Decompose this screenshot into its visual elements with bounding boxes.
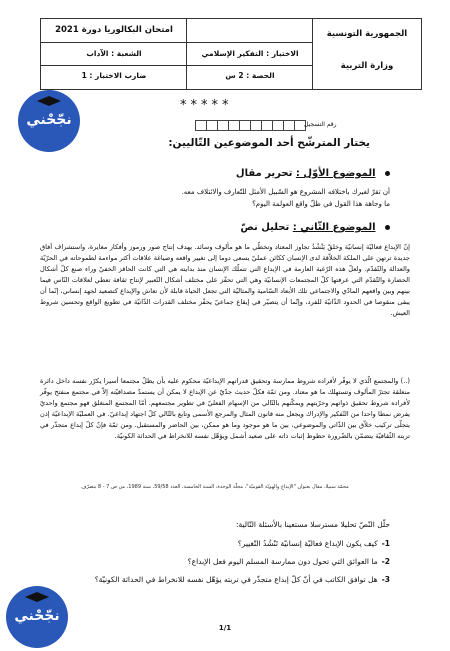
question-1 <box>238 539 390 548</box>
questions-intro: حلّل النّصّ تحليلا مسترسلا مستعينا بالأسئلة التّالية: <box>235 520 390 529</box>
exam-header-table <box>40 18 422 90</box>
watermark-logo-top <box>18 90 80 152</box>
bullet-icon <box>385 225 390 230</box>
subject-label: الاختبار : التفكير الإسلامي <box>201 49 299 58</box>
question-number: 1- <box>381 539 390 548</box>
header-col-authority <box>312 19 421 89</box>
page-number: 1/1 <box>218 624 232 632</box>
branch-label: الشعبة : الآداب <box>86 49 142 58</box>
question-text: هل توافق الكاتب في أنّ كلّ إبداع متجذّر في تربته يؤهّل نفسه للانخراط في الحداثة الكونيّة؟ <box>94 575 378 584</box>
header-col-exam <box>41 19 187 89</box>
graduation-cap-icon <box>25 592 49 602</box>
text-paragraph-2: (..) والمجتمع الّذي لا يوفّر لأفراده شروط ممارسة وتحقيق قدراتهم الإبداعيّة محكوم عليه بأن يظلّ مجتمعا أسيرا يكرّر نفسه داخل دائرة منغلقة تجترّ المألوف وتستهلك ما هو معتاد. ومن ثمّة فكلّ حديث جدّيّ عن الإبداع لا يمكن أن يستمدّ مصداقيّته إلاّ في مجتمع منفتح يوفّر لأفراده شروط تحقيق ذواتهم وحرّيتهم ويمكّنهم بالتّالي من الإسهام الفعليّ في تطوير مجتمعهم. أمّا المجتمع المنغلق فهو مجتمع واحديّ يفرض نمطا واحدا من التّفكير والإدراك ويجعل منه قانون المثال والمرجع الأسمى وتابع بالتّالي كلّ اجتهاد إبداعيّ. في العمليّة الإبداعيّة إذن يتجلّى تركيب خلاّق بين الذّاتي والموضوعي، بين ما هو موجود وما هو ممكن، بين الحاضر والمستقبل. ومن ثمّة فإنّ كلّ إبداع متجذّر في تربته الثّقافيّة يتضمّن بالضّرورة حظوظ إثبات ذاته على صعيد أشمل ويؤهّل نفسه للانخراط في الحداثة الكونيّة. <box>40 377 410 440</box>
question-2 <box>188 557 390 566</box>
republic-label: الجمهورية التونسية <box>326 29 408 39</box>
watermark-text: نجّحْني <box>14 608 60 624</box>
subject1-line2: ما وجاهة هذا القول في ظلّ واقع العولمة اليوم؟ <box>252 200 390 208</box>
question-text: كيف يكون الإبداع فعاليّة إنسانيّة تَنْشُدُ التّغيير؟ <box>237 539 378 548</box>
registration-label: رقم التسجيل <box>304 121 337 128</box>
subject1-heading <box>236 168 390 179</box>
text-source: محمّد سبيلا، مقال بعنوان "الإبداع والهويّة القوميّة"، مجلّة الوحدة، السنة الخامسة، العدد 59/58، سنة 1989، من ص 7 - 8 بتصرّف <box>81 484 349 490</box>
question-number: 3- <box>381 575 390 584</box>
exam-title: امتحان البكالوريا دورة 2021 <box>55 25 173 35</box>
stars-marker: ***** <box>180 98 233 113</box>
subject2-title: الموضوع الثّاني : <box>292 222 376 233</box>
ministry-label: وزارة التربية <box>340 61 394 71</box>
subject2-type: تحليل نصّ <box>240 222 290 233</box>
bullet-icon <box>385 171 390 176</box>
instruction: يختار المترشّح أحد الموضوعين التّاليين: <box>168 137 370 149</box>
question-3 <box>95 575 390 584</box>
question-number: 2- <box>381 557 390 566</box>
session-label: الحصة : 2 س <box>225 71 275 80</box>
watermark-text: نجّحْني <box>26 112 72 128</box>
subject1-line1: أن تقرّ لغيرك باختلافه المشروع هو السّبيل الأمثل للتّعارف والائتلاف معه. <box>181 188 390 196</box>
text-paragraph-1: إنّ الإبداع فعاليّة إنسانيّة وخلقٌ يَنْشُدُ تجاوز المعتاد وتخطّي ما هو مألوف وسائد. يهدف إنتاج صور ورموز وأفكار مغايرة، واستشراف آفاق جديدة ترتهن على الملكة الخلاّقة لدى الإنسان ككائن عمليّ يسعى دوما إلى تغيير واقعه وصياغة علاقات أكثر مواءمة لطموحاته في الحرّيّة والعدالة والتّقدّم. ولعلّ هذه الرّغبة العارمة في الإبداع التي تتملّك الإنسان منذ بدايته هي التي كانت الحافز الخفيّ وراء صنع كلّ أشكال الحضارة والتّقدّم التي عرفتها كلّ المجتمعات الإنسانيّة وهي التي تحفّز على مختلف أشكال التّعبير لإنتاج ثقافة تعطي لعلاقات النّاس فيما بينهم وبين واقعهم المادّي والاجتماعي تلك الأبعاد السّامية والمثاليّة التي تجعل الحياة قابلة لأن تعاش والإبداع كتصعيد لجهد إنساني، إنّما أن يبقى منقوصا في الحدود الذّاتيّة للفرد، وإنّما أن يتصيّر في إيقاع جماعيّ يحفّز مختلف القدرات الذّاتيّة في تطويع الواقع وتحسين شروط العيش. <box>40 243 410 317</box>
registration-number-boxes[interactable] <box>196 120 306 131</box>
graduation-cap-icon <box>37 96 61 106</box>
header-col-subject <box>186 19 313 89</box>
subject1-title: الموضوع الأوّل : <box>295 168 376 179</box>
watermark-logo-bottom <box>6 586 68 648</box>
subject1-type: تحرير مقال <box>235 168 293 179</box>
question-text: ما العوائق التي تحول دون ممارسة المسلم اليوم فعل الإبداع؟ <box>187 557 378 566</box>
coefficient-label: ضارب الاختبار : 1 <box>81 71 147 80</box>
subject2-heading <box>240 222 390 233</box>
